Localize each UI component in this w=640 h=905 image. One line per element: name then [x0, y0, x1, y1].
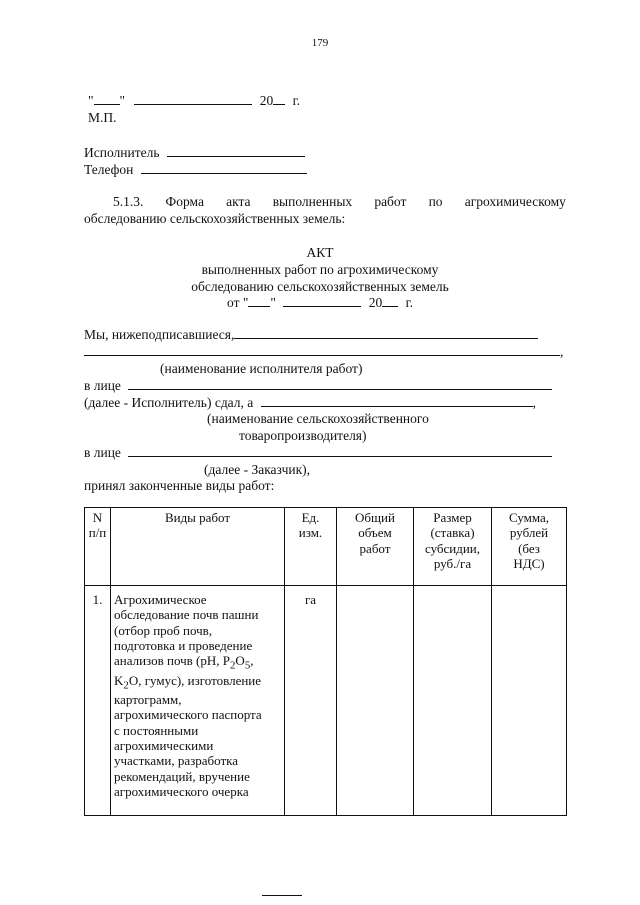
header-text: Ед. — [301, 510, 320, 525]
works-line: подготовка и проведение — [114, 637, 253, 653]
row-works — [111, 586, 285, 816]
works-line: агрохимического очерка — [114, 784, 249, 799]
row-sum[interactable] — [492, 586, 567, 816]
in-person-label: в лице — [84, 445, 121, 460]
producer-hint-1: (наименование сельскохозяйственного — [207, 411, 429, 426]
works-line: агрохимическими — [114, 738, 214, 754]
works-line: картограмм, — [114, 692, 182, 708]
executor-name-line — [84, 344, 563, 360]
header-n — [85, 508, 111, 586]
word: агрохимическому — [464, 194, 566, 209]
mp-label: М.П. — [88, 110, 117, 125]
in-person-blank-2[interactable] — [128, 445, 552, 457]
executor-blank[interactable] — [167, 145, 305, 157]
header-text: Общий — [355, 510, 395, 525]
header-rate — [414, 508, 492, 586]
section-paragraph-line2: обследованию сельскохозяйственных земель: — [84, 211, 346, 226]
subscript: 2 — [230, 659, 236, 672]
word: акта — [226, 194, 251, 209]
top-date-line — [88, 93, 300, 109]
in-person-line-2 — [84, 445, 552, 461]
header-text: изм. — [298, 525, 323, 541]
header-text: объем — [358, 525, 392, 541]
act-subtitle-1: выполненных работ по агрохимическому — [201, 262, 439, 277]
row-unit: га — [285, 586, 337, 816]
table-row — [85, 586, 567, 816]
k-letter: K — [114, 672, 124, 688]
header-sum — [492, 508, 567, 586]
header-text: НДС) — [513, 555, 545, 571]
executor-line — [84, 145, 305, 161]
undersigned-line — [84, 327, 538, 343]
handed-over-line — [84, 395, 536, 411]
executor-name-blank[interactable] — [84, 344, 560, 356]
header-text: работ — [359, 540, 391, 556]
in-person-line-1 — [84, 378, 552, 394]
producer-hint-2: товаропроизводителя) — [239, 428, 367, 443]
k-rest: O, гумус), изготовление — [128, 672, 262, 688]
header-text: п/п — [88, 525, 107, 541]
header-text: (ставка) — [430, 525, 475, 541]
phone-blank[interactable] — [141, 162, 307, 174]
works-line: Агрохимическое — [114, 592, 207, 607]
header-text: Сумма, — [508, 510, 550, 525]
year-prefix: 20 — [259, 93, 274, 108]
table-header-row — [85, 508, 567, 586]
year-suffix: г. — [405, 295, 413, 310]
phone-line — [84, 162, 307, 178]
header-text: Виды работ — [164, 510, 231, 525]
row-number: 1. — [85, 586, 111, 816]
works-table — [84, 507, 567, 816]
year-blank[interactable] — [273, 93, 285, 105]
section-number: 5.1.3. — [113, 194, 144, 209]
header-text: Размер — [433, 510, 472, 525]
o-letter: O — [235, 653, 245, 669]
comma: , — [250, 653, 254, 669]
works-line: (отбор проб почв, — [114, 622, 213, 638]
open-quote: " — [88, 93, 94, 108]
works-line: с постоянными — [114, 722, 199, 738]
header-unit — [285, 508, 337, 586]
analysis-prefix: анализов почв (pH, P — [114, 653, 230, 669]
date-from: от — [227, 295, 240, 310]
works-line: обследование почв пашни — [114, 607, 259, 623]
subscript: 2 — [123, 679, 129, 692]
close-quote: " — [119, 93, 126, 108]
page-number: 179 — [311, 37, 329, 49]
in-person-label: в лице — [84, 378, 121, 393]
act-day-blank[interactable] — [248, 295, 270, 307]
header-works — [111, 508, 285, 586]
handed-over-label: (далее - Исполнитель) сдал, а — [84, 395, 254, 410]
header-text: субсидии, — [424, 540, 481, 556]
act-year-blank[interactable] — [382, 295, 398, 307]
comma: , — [532, 395, 537, 410]
word: выполненных — [272, 194, 353, 209]
works-line: агрохимического паспорта — [114, 707, 262, 723]
word: работ — [374, 194, 407, 209]
comma: , — [560, 344, 564, 359]
section-paragraph-line1 — [113, 194, 566, 210]
act-month-blank[interactable] — [283, 295, 361, 307]
word: Форма — [165, 194, 204, 209]
accepted-label: принял законченные виды работ: — [84, 478, 275, 493]
subscript: 5 — [244, 659, 251, 672]
customer-label: (далее - Заказчик), — [204, 462, 311, 477]
header-text: N — [92, 510, 103, 525]
year-suffix: г. — [292, 93, 301, 108]
open-quote: " — [242, 295, 249, 310]
in-person-blank-1[interactable] — [128, 378, 552, 390]
works-line-potassium — [114, 673, 281, 692]
act-date-line — [0, 295, 640, 311]
row-volume[interactable] — [337, 586, 414, 816]
year-prefix: 20 — [368, 295, 383, 310]
phone-label: Телефон — [84, 162, 134, 177]
undersigned-blank[interactable] — [234, 327, 538, 339]
header-text: рублей — [509, 525, 549, 541]
producer-blank[interactable] — [261, 395, 533, 407]
works-line: рекомендаций, вручение — [114, 768, 250, 784]
row-rate[interactable] — [414, 586, 492, 816]
footer-divider — [262, 895, 302, 896]
executor-label: Исполнитель — [84, 145, 160, 160]
executor-name-hint: (наименование исполнителя работ) — [160, 361, 363, 376]
header-text: руб./га — [433, 555, 472, 571]
word: по — [428, 194, 443, 209]
undersigned-label: Мы, нижеподписавшиеся, — [84, 327, 235, 342]
works-line: участками, разработка — [114, 753, 239, 769]
month-blank[interactable] — [134, 93, 252, 105]
day-blank[interactable] — [94, 93, 120, 105]
works-line-analysis — [114, 653, 281, 672]
header-volume — [337, 508, 414, 586]
close-quote: " — [270, 295, 276, 310]
header-text: (без — [518, 540, 540, 556]
act-subtitle-2: обследованию сельскохозяйственных земель — [191, 279, 449, 294]
act-title: АКТ — [306, 245, 334, 260]
